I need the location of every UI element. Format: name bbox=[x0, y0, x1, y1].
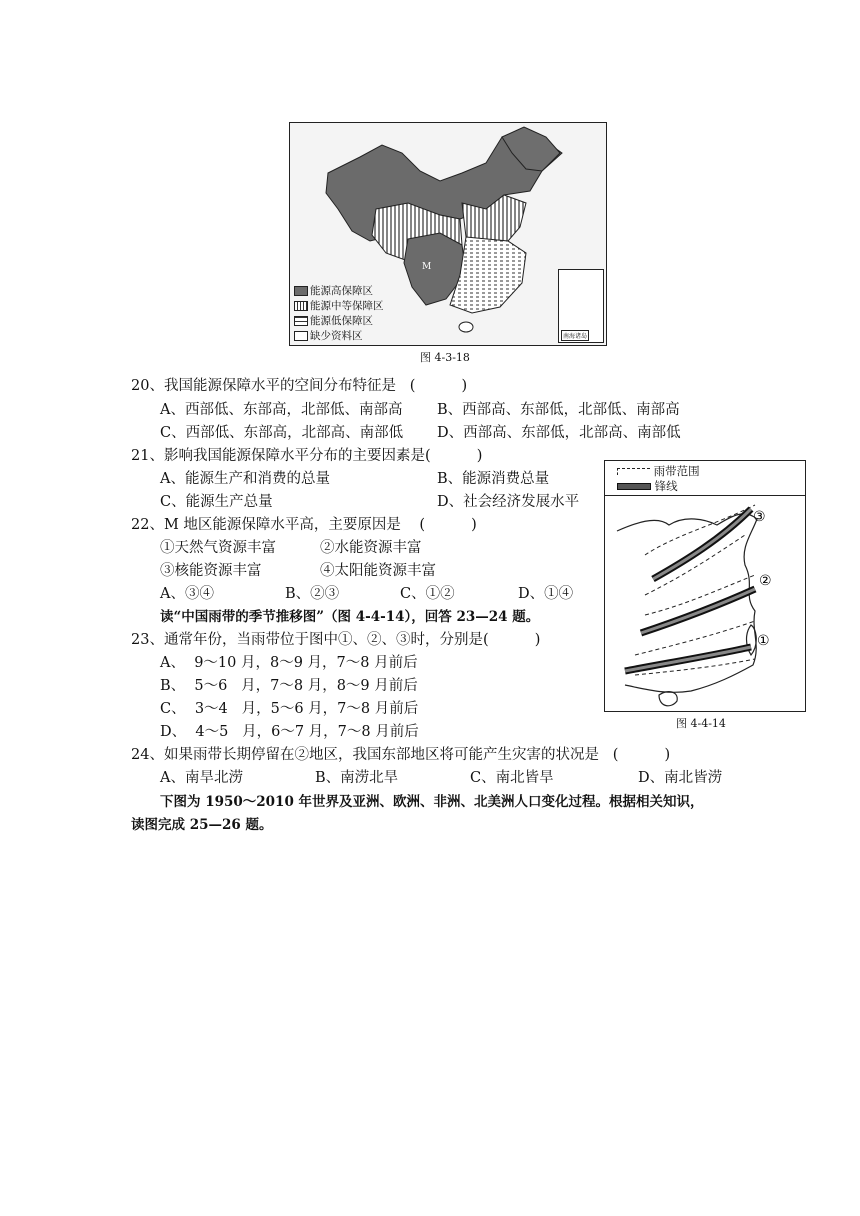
q23-stem: 23、通常年份，当雨带位于图中①、②、③时，分别是( ) bbox=[131, 632, 541, 648]
legend-item-medium: 能源中等保障区 bbox=[294, 298, 384, 313]
q22-stem: 22、M 地区能源保障水平高，主要原因是 ( ) bbox=[131, 517, 477, 533]
q21-option-c: C、能源生产总量 bbox=[160, 494, 273, 510]
q20-option-a: A、西部低、东部高，北部低、南部高 bbox=[160, 402, 403, 418]
energy-security-map bbox=[289, 122, 607, 346]
legend-item-low: 能源低保障区 bbox=[294, 313, 384, 328]
rain-belt-graphic bbox=[605, 495, 805, 711]
q20-option-c: C、西部低、东部高，北部高、南部低 bbox=[160, 425, 404, 441]
rain-belt-legend bbox=[605, 461, 805, 496]
q22-item-4: ④太阳能资源丰富 bbox=[320, 563, 436, 579]
q24-option-b: B、南涝北旱 bbox=[315, 770, 399, 786]
q23-option-c: C、 3～4 月，5～6 月，7～8 月前后 bbox=[160, 701, 419, 717]
q22-option-c: C、①② bbox=[400, 586, 455, 602]
q23-option-b: B、 5～6 月，7～8 月，8～9 月前后 bbox=[160, 678, 418, 694]
rain-belt-label-1: ① bbox=[757, 633, 770, 649]
q21-option-d: D、社会经济发展水平 bbox=[437, 494, 580, 510]
q20-option-d: D、西部高、东部低，北部高、南部低 bbox=[437, 425, 681, 441]
q21-option-a: A、能源生产和消费的总量 bbox=[160, 471, 330, 487]
intro-25-26-line2: 读图完成 25—26 题。 bbox=[131, 817, 273, 833]
rain-belt-label-2: ② bbox=[759, 573, 772, 589]
legend-item-high: 能源高保障区 bbox=[294, 283, 384, 298]
rain-belt-label-3: ③ bbox=[753, 509, 766, 525]
legend-item-no-data: 缺少资料区 bbox=[294, 328, 384, 343]
figure-caption-4-3-18: 图 4-3-18 bbox=[420, 351, 470, 364]
q22-item-3: ③核能资源丰富 bbox=[160, 563, 262, 579]
q21-option-b: B、能源消费总量 bbox=[437, 471, 550, 487]
legend-front-line: 锋线 bbox=[617, 478, 678, 494]
intro-25-26-line1: 下图为 1950～2010 年世界及亚洲、欧洲、非洲、北美洲人口变化过程。根据相关知识， bbox=[160, 794, 704, 810]
q21-stem: 21、影响我国能源保障水平分布的主要因素是( ) bbox=[131, 448, 483, 464]
energy-map-legend bbox=[294, 283, 384, 343]
map-label-m: M bbox=[422, 262, 432, 272]
q24-option-c: C、南北皆旱 bbox=[470, 770, 554, 786]
q23-option-d: D、 4～5 月，6～7 月，7～8 月前后 bbox=[160, 724, 419, 740]
q24-stem: 24、如果雨带长期停留在②地区，我国东部地区将可能产生灾害的状况是 ( ) bbox=[131, 747, 671, 763]
q22-option-b: B、②③ bbox=[285, 586, 340, 602]
q22-option-d: D、①④ bbox=[518, 586, 574, 602]
intro-23-24: 读“中国雨带的季节推移图”（图 4-4-14），回答 23—24 题。 bbox=[160, 609, 540, 625]
q24-option-a: A、南旱北涝 bbox=[160, 770, 243, 786]
legend-rain-range: 雨带范围 bbox=[617, 463, 700, 479]
rain-belt-map bbox=[604, 460, 806, 712]
q22-option-a: A、③④ bbox=[160, 586, 214, 602]
figure-caption-4-4-14: 图 4-4-14 bbox=[676, 717, 726, 730]
south-china-sea-inset bbox=[558, 269, 604, 343]
q20-stem: 20、我国能源保障水平的空间分布特征是 ( ) bbox=[131, 378, 468, 394]
q20-option-b: B、西部高、东部低，北部低、南部高 bbox=[437, 402, 680, 418]
inset-label: 南海诸岛 bbox=[561, 330, 589, 341]
q22-item-2: ②水能资源丰富 bbox=[320, 540, 422, 556]
q23-option-a: A、 9～10 月，8～9 月，7～8 月前后 bbox=[160, 655, 418, 671]
q24-option-d: D、南北皆涝 bbox=[638, 770, 723, 786]
q22-item-1: ①天然气资源丰富 bbox=[160, 540, 276, 556]
